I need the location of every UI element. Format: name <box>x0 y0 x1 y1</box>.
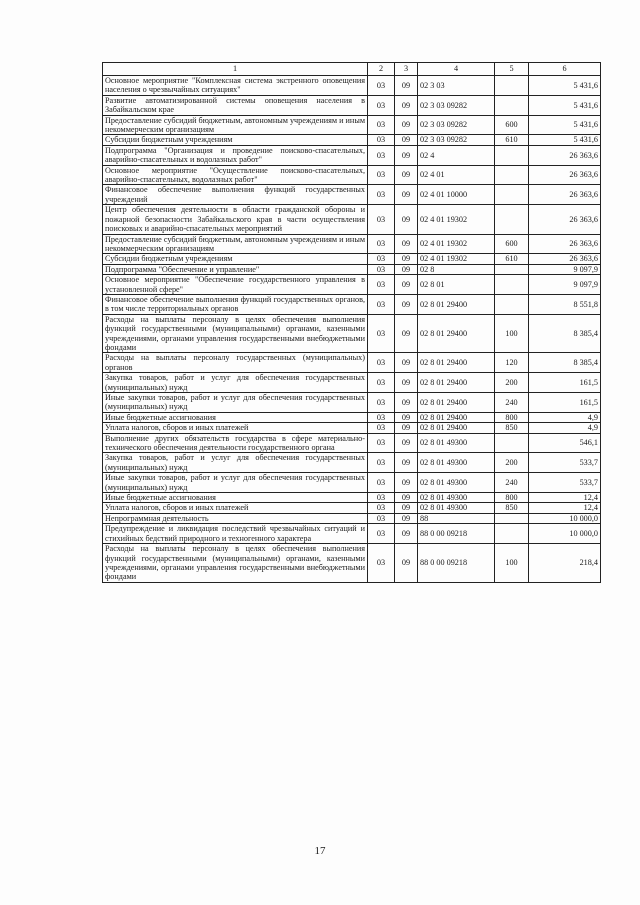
row-amount: 26 363,6 <box>529 185 601 205</box>
row-description: Подпрограмма "Обеспечение и управление" <box>103 264 368 274</box>
row-amount: 8 551,8 <box>529 294 601 314</box>
row-amount: 10 000,0 <box>529 513 601 523</box>
column-header-name: 1 <box>103 63 368 76</box>
row-amount: 161,5 <box>529 393 601 413</box>
row-section: 03 <box>368 544 395 583</box>
row-subsection: 09 <box>395 115 418 135</box>
row-section: 03 <box>368 76 395 96</box>
row-subsection: 09 <box>395 353 418 373</box>
row-target-article: 02 4 01 10000 <box>418 185 495 205</box>
table-row <box>103 95 601 115</box>
row-subsection: 09 <box>395 453 418 473</box>
row-amount: 5 431,6 <box>529 95 601 115</box>
row-expense-type <box>495 145 529 165</box>
row-description: Предоставление субсидий бюджетным, автономным учреждениям и иным некоммерческим организациям <box>103 115 368 135</box>
table-row <box>103 76 601 96</box>
row-section: 03 <box>368 493 395 503</box>
table-row <box>103 185 601 205</box>
budget-table <box>102 62 601 583</box>
row-description: Расходы на выплаты персоналу в целях обеспечения выполнения функций государственными (муниципальными) органами, казенными учреждениями, органами управления государственными внебюджетными фондами <box>103 544 368 583</box>
row-section: 03 <box>368 473 395 493</box>
row-expense-type <box>495 275 529 295</box>
row-subsection: 09 <box>395 393 418 413</box>
table-row <box>103 205 601 234</box>
table-row <box>103 234 601 254</box>
row-target-article: 02 4 01 19302 <box>418 234 495 254</box>
table-header-row <box>103 63 601 76</box>
row-subsection: 09 <box>395 275 418 295</box>
table-row <box>103 135 601 145</box>
row-section: 03 <box>368 264 395 274</box>
row-target-article: 02 4 01 19302 <box>418 254 495 264</box>
row-section: 03 <box>368 524 395 544</box>
row-amount: 8 385,4 <box>529 314 601 353</box>
row-expense-type: 610 <box>495 254 529 264</box>
row-section: 03 <box>368 314 395 353</box>
row-expense-type <box>495 205 529 234</box>
page-number: 17 <box>314 845 326 857</box>
row-expense-type: 240 <box>495 393 529 413</box>
row-section: 03 <box>368 135 395 145</box>
row-expense-type: 800 <box>495 493 529 503</box>
row-description: Иные закупки товаров, работ и услуг для обеспечения государственных (муниципальных) нужд <box>103 473 368 493</box>
row-target-article: 02 3 03 <box>418 76 495 96</box>
row-subsection: 09 <box>395 544 418 583</box>
row-section: 03 <box>368 254 395 264</box>
table-row <box>103 115 601 135</box>
row-subsection: 09 <box>395 433 418 453</box>
row-target-article: 02 8 01 29400 <box>418 294 495 314</box>
row-section: 03 <box>368 145 395 165</box>
row-amount: 8 385,4 <box>529 353 601 373</box>
row-section: 03 <box>368 294 395 314</box>
row-expense-type: 600 <box>495 234 529 254</box>
row-subsection: 09 <box>395 513 418 523</box>
row-target-article: 02 3 03 09282 <box>418 135 495 145</box>
table-row <box>103 412 601 422</box>
row-amount: 5 431,6 <box>529 135 601 145</box>
row-subsection: 09 <box>395 373 418 393</box>
row-expense-type: 120 <box>495 353 529 373</box>
row-expense-type <box>495 185 529 205</box>
row-subsection: 09 <box>395 95 418 115</box>
row-target-article: 02 8 01 49300 <box>418 473 495 493</box>
row-description: Субсидии бюджетным учреждениям <box>103 254 368 264</box>
row-amount: 5 431,6 <box>529 115 601 135</box>
row-section: 03 <box>368 423 395 433</box>
row-target-article: 02 4 <box>418 145 495 165</box>
row-section: 03 <box>368 412 395 422</box>
row-section: 03 <box>368 234 395 254</box>
row-expense-type <box>495 524 529 544</box>
row-amount: 26 363,6 <box>529 234 601 254</box>
row-amount: 5 431,6 <box>529 76 601 96</box>
row-subsection: 09 <box>395 145 418 165</box>
row-description: Уплата налогов, сборов и иных платежей <box>103 503 368 513</box>
row-section: 03 <box>368 165 395 185</box>
row-target-article: 02 8 01 29400 <box>418 373 495 393</box>
table-row <box>103 275 601 295</box>
table-row <box>103 314 601 353</box>
row-expense-type: 850 <box>495 503 529 513</box>
row-target-article: 88 <box>418 513 495 523</box>
row-target-article: 88 0 00 09218 <box>418 544 495 583</box>
row-subsection: 09 <box>395 234 418 254</box>
row-description: Уплата налогов, сборов и иных платежей <box>103 423 368 433</box>
row-subsection: 09 <box>395 165 418 185</box>
row-expense-type: 800 <box>495 412 529 422</box>
row-amount: 26 363,6 <box>529 205 601 234</box>
row-section: 03 <box>368 275 395 295</box>
row-expense-type <box>495 433 529 453</box>
row-expense-type: 600 <box>495 115 529 135</box>
table-row <box>103 493 601 503</box>
row-amount: 218,4 <box>529 544 601 583</box>
row-target-article: 02 3 03 09282 <box>418 115 495 135</box>
row-expense-type: 850 <box>495 423 529 433</box>
row-amount: 161,5 <box>529 373 601 393</box>
row-amount: 4,9 <box>529 423 601 433</box>
row-target-article: 02 4 01 19302 <box>418 205 495 234</box>
row-amount: 12,4 <box>529 493 601 503</box>
row-subsection: 09 <box>395 264 418 274</box>
table-row <box>103 393 601 413</box>
row-section: 03 <box>368 115 395 135</box>
table-row <box>103 453 601 473</box>
row-section: 03 <box>368 513 395 523</box>
row-description: Подпрограмма "Организация и проведение поисково-спасательных, аварийно-спасательных и водолазных работ" <box>103 145 368 165</box>
row-expense-type <box>495 95 529 115</box>
row-expense-type: 610 <box>495 135 529 145</box>
row-description: Финансовое обеспечение выполнения функций государственных учреждений <box>103 185 368 205</box>
row-target-article: 02 8 01 49300 <box>418 433 495 453</box>
row-description: Основное мероприятие "Комплексная система экстренного оповещения населения о чрезвычайных ситуациях" <box>103 76 368 96</box>
row-amount: 10 000,0 <box>529 524 601 544</box>
row-amount: 26 363,6 <box>529 254 601 264</box>
row-section: 03 <box>368 373 395 393</box>
row-description: Выполнение других обязательств государства в сфере материально-технического обеспечения деятельности государственного органа <box>103 433 368 453</box>
row-section: 03 <box>368 353 395 373</box>
row-section: 03 <box>368 453 395 473</box>
row-subsection: 09 <box>395 493 418 503</box>
row-expense-type <box>495 294 529 314</box>
table-row <box>103 373 601 393</box>
row-description: Основное мероприятие "Обеспечение государственного управления в установленной сфере" <box>103 275 368 295</box>
column-header-expense-type: 5 <box>495 63 529 76</box>
row-subsection: 09 <box>395 76 418 96</box>
table-row <box>103 294 601 314</box>
row-expense-type <box>495 264 529 274</box>
row-subsection: 09 <box>395 135 418 145</box>
table-row <box>103 513 601 523</box>
row-description: Иные закупки товаров, работ и услуг для обеспечения государственных (муниципальных) нужд <box>103 393 368 413</box>
row-description: Субсидии бюджетным учреждениям <box>103 135 368 145</box>
row-amount: 533,7 <box>529 473 601 493</box>
row-section: 03 <box>368 433 395 453</box>
row-expense-type: 200 <box>495 453 529 473</box>
row-amount: 9 097,9 <box>529 264 601 274</box>
table-row <box>103 473 601 493</box>
row-amount: 546,1 <box>529 433 601 453</box>
row-target-article: 02 4 01 <box>418 165 495 185</box>
row-expense-type: 100 <box>495 544 529 583</box>
row-target-article: 02 8 01 29400 <box>418 423 495 433</box>
row-target-article: 02 8 01 49300 <box>418 493 495 503</box>
row-description: Предоставление субсидий бюджетным, автономным учреждениям и иным некоммерческим организациям <box>103 234 368 254</box>
row-description: Расходы на выплаты персоналу государственных (муниципальных) органов <box>103 353 368 373</box>
row-section: 03 <box>368 185 395 205</box>
table-row <box>103 145 601 165</box>
row-subsection: 09 <box>395 205 418 234</box>
row-amount: 9 097,9 <box>529 275 601 295</box>
row-expense-type <box>495 165 529 185</box>
table-row <box>103 503 601 513</box>
row-description: Центр обеспечения деятельности в области гражданской обороны и пожарной безопасности Забайкальского края в части осуществления поисковых и аварийно-спасательных мероприятий <box>103 205 368 234</box>
row-target-article: 02 8 01 29400 <box>418 393 495 413</box>
row-subsection: 09 <box>395 423 418 433</box>
row-subsection: 09 <box>395 185 418 205</box>
row-expense-type: 200 <box>495 373 529 393</box>
row-subsection: 09 <box>395 254 418 264</box>
row-description: Расходы на выплаты персоналу в целях обеспечения выполнения функций государственными (муниципальными) органами, казенными учреждениями, органами управления государственными внебюджетными фондами <box>103 314 368 353</box>
row-subsection: 09 <box>395 503 418 513</box>
row-target-article: 02 8 01 <box>418 275 495 295</box>
row-subsection: 09 <box>395 294 418 314</box>
column-header-section: 2 <box>368 63 395 76</box>
row-description: Иные бюджетные ассигнования <box>103 412 368 422</box>
row-subsection: 09 <box>395 412 418 422</box>
row-target-article: 88 0 00 09218 <box>418 524 495 544</box>
row-expense-type <box>495 76 529 96</box>
table-row <box>103 433 601 453</box>
table-row <box>103 165 601 185</box>
row-expense-type <box>495 513 529 523</box>
row-amount: 4,9 <box>529 412 601 422</box>
row-section: 03 <box>368 393 395 413</box>
row-description: Финансовое обеспечение выполнения функций государственных органов, в том числе территориальных органов <box>103 294 368 314</box>
table-row <box>103 544 601 583</box>
row-subsection: 09 <box>395 473 418 493</box>
column-header-target-article: 4 <box>418 63 495 76</box>
row-target-article: 02 8 <box>418 264 495 274</box>
table-row <box>103 353 601 373</box>
row-section: 03 <box>368 95 395 115</box>
row-amount: 26 363,6 <box>529 165 601 185</box>
row-description: Развитие автоматизированной системы оповещения населения в Забайкальском крае <box>103 95 368 115</box>
row-subsection: 09 <box>395 524 418 544</box>
row-amount: 26 363,6 <box>529 145 601 165</box>
row-expense-type: 100 <box>495 314 529 353</box>
row-section: 03 <box>368 503 395 513</box>
row-subsection: 09 <box>395 314 418 353</box>
row-target-article: 02 8 01 49300 <box>418 453 495 473</box>
row-target-article: 02 8 01 29400 <box>418 353 495 373</box>
column-header-subsection: 3 <box>395 63 418 76</box>
row-description: Закупка товаров, работ и услуг для обеспечения государственных (муниципальных) нужд <box>103 373 368 393</box>
table-row <box>103 264 601 274</box>
row-expense-type: 240 <box>495 473 529 493</box>
row-description: Предупреждение и ликвидация последствий чрезвычайных ситуаций и стихийных бедствий природного и техногенного характера <box>103 524 368 544</box>
row-amount: 12,4 <box>529 503 601 513</box>
row-target-article: 02 3 03 09282 <box>418 95 495 115</box>
row-description: Закупка товаров, работ и услуг для обеспечения государственных (муниципальных) нужд <box>103 453 368 473</box>
row-section: 03 <box>368 205 395 234</box>
table-row <box>103 254 601 264</box>
row-target-article: 02 8 01 29400 <box>418 314 495 353</box>
row-amount: 533,7 <box>529 453 601 473</box>
table-row <box>103 524 601 544</box>
row-description: Основное мероприятие "Осуществление поисково-спасательных, аварийно-спасательных, водолазных работ" <box>103 165 368 185</box>
row-target-article: 02 8 01 49300 <box>418 503 495 513</box>
table-row <box>103 423 601 433</box>
row-description: Непрограммная деятельность <box>103 513 368 523</box>
table-body <box>103 76 601 583</box>
row-target-article: 02 8 01 29400 <box>418 412 495 422</box>
row-description: Иные бюджетные ассигнования <box>103 493 368 503</box>
column-header-amount: 6 <box>529 63 601 76</box>
